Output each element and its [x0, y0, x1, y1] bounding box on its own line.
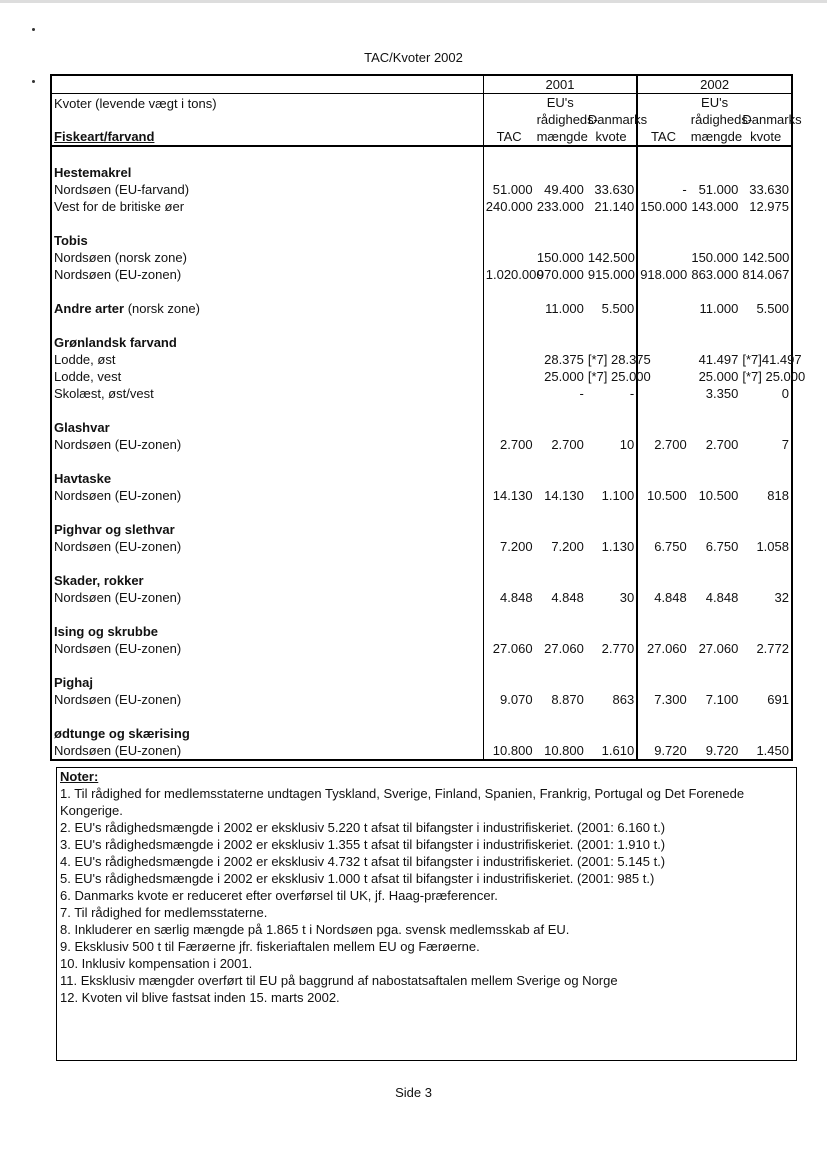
species-name [51, 623, 483, 640]
value-cell: 14.130 [492, 488, 533, 503]
scan-speck [32, 28, 35, 31]
notes-title: Noter: [60, 769, 99, 784]
value-cell [637, 300, 689, 317]
species-title: Andre arter [54, 301, 125, 316]
value-cell: 51.000 [698, 182, 739, 197]
spacer-row [51, 215, 792, 232]
value-cell [483, 351, 534, 368]
value-cell: 150.000 [691, 250, 739, 265]
species-title: Skader, rokker [54, 573, 144, 588]
value-cell: 4.848 [654, 590, 687, 605]
area-label: Nordsøen (EU-zonen) [51, 436, 483, 453]
value-cell: 240.000 [485, 199, 533, 214]
value-cell: 21.140 [586, 198, 637, 215]
table-row [51, 368, 792, 385]
spacer-row [51, 402, 792, 419]
value-cell: 7.300 [654, 692, 687, 707]
value-cell: 0 [781, 386, 789, 401]
value-cell: - [682, 182, 687, 197]
header-sublabel: Fiskeart/farvand [54, 129, 155, 144]
value-cell: 33.630 [749, 182, 789, 197]
note-item: 10. Inklusiv kompensation i 2001. [60, 956, 253, 971]
value-cell: 27.060 [647, 641, 687, 656]
area-label: Nordsøen (EU-zonen) [51, 691, 483, 708]
note-item: 3. EU's rådighedsmængde i 2002 er eksklusiv 1.355 t afsat til bifangster i industrifiskeriet. (2001: 1.910 t.) [60, 837, 666, 852]
value-cell: 233.000 [536, 199, 584, 214]
value-cell: - [586, 385, 637, 402]
value-cell: 2.700 [654, 437, 687, 452]
column-header-row [51, 94, 792, 147]
value-cell [637, 385, 689, 402]
species-name [51, 334, 483, 351]
col-dk-2001 [586, 94, 648, 147]
species-name [51, 300, 483, 317]
species-group-row [51, 572, 792, 589]
col-eu-label-1: EU's [701, 95, 729, 110]
col-eu-2001 [535, 94, 598, 147]
value-cell: 7.100 [705, 692, 739, 707]
note-item: 6. Danmarks kvote er reduceret efter overførsel til UK, jf. Haag-præferencer. [60, 888, 498, 903]
col-dk-label-1: Danmarks [587, 112, 648, 127]
table-row [51, 266, 792, 283]
value-cell: 9.720 [705, 743, 739, 758]
value-cell: 7 [781, 437, 789, 452]
spacer-row [51, 555, 792, 572]
value-cell: 918.000 [640, 267, 688, 282]
species-title: Ising og skrubbe [54, 624, 159, 639]
area-label: Nordsøen (EU-farvand) [51, 181, 483, 198]
col-tac-label: TAC [496, 129, 522, 144]
value-cell: 142.500 [586, 249, 637, 266]
value-cell: 4.848 [705, 590, 739, 605]
area-label: Nordsøen (EU-zonen) [51, 487, 483, 504]
value-cell: 51.000 [492, 182, 533, 197]
col-tac-2001 [483, 94, 534, 147]
value-cell: 9.070 [500, 692, 533, 707]
value-cell: [*7]41.497 [742, 352, 802, 367]
value-cell: 9.720 [654, 743, 687, 758]
value-cell: 25.000 [698, 369, 739, 384]
value-cell: 5.500 [586, 300, 637, 317]
col-tac-label: TAC [650, 129, 676, 144]
species-title: Hestemakrel [54, 165, 132, 180]
area-label: Nordsøen (EU-zonen) [51, 589, 483, 606]
value-cell: 863 [586, 691, 637, 708]
table-row [51, 181, 792, 198]
species-group-row [51, 623, 792, 640]
table-row [51, 351, 792, 368]
table-row [51, 742, 792, 760]
notes-box [56, 767, 797, 1061]
value-cell: 915.000 [586, 266, 637, 283]
spacer-row [51, 606, 792, 623]
value-cell: 11.000 [545, 301, 584, 316]
col-eu-label-1: EU's [546, 95, 574, 110]
area-label: Lodde, vest [51, 368, 483, 385]
col-eu-label-2: rådigheds- [690, 112, 753, 127]
note-item: 8. Inkluderer en særlig mængde på 1.865 t i Nordsøen pga. svensk medlemsskab af EU. [60, 922, 570, 937]
value-cell: 1.130 [586, 538, 637, 555]
species-name [51, 164, 483, 181]
value-cell: 691 [767, 692, 789, 707]
value-cell: 1.450 [756, 743, 789, 758]
species-title: Tobis [54, 233, 88, 248]
value-cell: 11.000 [699, 301, 739, 316]
species-title: Grønlandsk farvand [54, 335, 177, 350]
value-cell: 8.870 [551, 692, 584, 707]
value-cell: 1.058 [756, 539, 789, 554]
value-cell: 3.350 [705, 386, 739, 401]
value-cell: 10.500 [698, 488, 739, 503]
area-label: Lodde, øst [51, 351, 483, 368]
spacer-row [51, 657, 792, 674]
value-cell: - [579, 386, 584, 401]
table-row [51, 436, 792, 453]
species-group-row [51, 232, 792, 249]
value-cell: 2.700 [500, 437, 533, 452]
scan-edge [0, 0, 827, 3]
year-header-blank [51, 75, 483, 94]
table-row [51, 538, 792, 555]
value-cell: 25.000 [544, 369, 584, 384]
value-cell: 2.770 [586, 640, 637, 657]
value-cell: [*7] 28.375 [587, 352, 651, 367]
spacer-row [51, 317, 792, 334]
value-cell: 150.000 [640, 199, 688, 214]
page-title: TAC/Kvoter 2002 [364, 50, 463, 65]
year-2002: 2002 [637, 75, 792, 94]
species-name [51, 521, 483, 538]
value-cell: 2.772 [756, 641, 789, 656]
note-item: 5. EU's rådighedsmængde i 2002 er eksklusiv 1.000 t afsat til bifangster i industrifiskeriet. (2001: 985 t.) [60, 871, 655, 886]
species-group-row [51, 164, 792, 181]
value-cell: 863.000 [691, 267, 739, 282]
value-cell: 27.060 [492, 641, 533, 656]
value-cell: 41.497 [698, 352, 739, 367]
value-cell [483, 249, 534, 266]
quota-table [50, 74, 806, 761]
value-cell: 143.000 [691, 199, 739, 214]
col-eu-label-2: rådigheds- [536, 112, 598, 127]
note-item: 9. Eksklusiv 500 t til Færøerne jfr. fiskeriaftalen mellem EU og Færøerne. [60, 939, 480, 954]
note-item: 7. Til rådighed for medlemsstaterne. [60, 905, 268, 920]
value-cell: 7.200 [551, 539, 584, 554]
value-cell: 1.100 [586, 487, 637, 504]
value-cell: 1.610 [586, 742, 637, 760]
note-item: 1. Til rådighed for medlemsstaterne undtagen Tyskland, Sverige, Finland, Spanien, Frankrig, Portugal og Det Forenede Kongerige. [60, 786, 745, 818]
value-cell: 4.848 [551, 590, 584, 605]
value-cell: 32 [774, 590, 789, 605]
value-cell: 10.800 [544, 743, 584, 758]
spacer-row [51, 146, 792, 164]
species-group-row [51, 300, 792, 317]
value-cell: 12.975 [749, 199, 789, 214]
species-title: Pighvar og slethvar [54, 522, 175, 537]
value-cell: 10.800 [492, 743, 533, 758]
species-title-extra: (norsk zone) [124, 301, 200, 316]
value-cell: [*7] 25.000 [742, 369, 806, 384]
value-cell [483, 300, 534, 317]
species-group-row [51, 334, 792, 351]
area-label: Nordsøen (norsk zone) [51, 249, 483, 266]
value-cell: 33.630 [586, 181, 637, 198]
value-cell: 6.750 [654, 539, 687, 554]
species-title: Havtaske [54, 471, 112, 486]
note-item: 4. EU's rådighedsmængde i 2002 er eksklusiv 4.732 t afsat til bifangster i industrifiskeriet. (2001: 5.145 t.) [60, 854, 666, 869]
species-title: Glashvar [54, 420, 110, 435]
column-header-species [51, 94, 483, 147]
value-cell: 10.500 [647, 488, 687, 503]
col-dk-label-1: Danmarks [742, 112, 802, 127]
value-cell: 2.700 [551, 437, 584, 452]
table-row [51, 198, 792, 215]
species-group-row [51, 725, 792, 742]
area-label: Nordsøen (EU-zonen) [51, 742, 483, 760]
notes-list [57, 785, 796, 1006]
species-name [51, 674, 483, 691]
species-group-row [51, 674, 792, 691]
scan-speck [32, 80, 35, 83]
col-eu-label-3: mængde [690, 129, 743, 144]
value-cell: 142.500 [742, 250, 790, 265]
value-cell: 14.130 [544, 488, 584, 503]
area-label: Skolæst, øst/vest [51, 385, 483, 402]
area-label: Vest for de britiske øer [51, 198, 483, 215]
value-cell [483, 368, 534, 385]
note-item: 12. Kvoten vil blive fastsat inden 15. marts 2002. [60, 990, 340, 1005]
area-label: Nordsøen (EU-zonen) [51, 640, 483, 657]
col-eu-label-3: mængde [536, 129, 588, 144]
value-cell: 7.200 [500, 539, 533, 554]
value-cell [637, 249, 689, 266]
year-2001: 2001 [483, 75, 637, 94]
value-cell: 818 [767, 488, 789, 503]
value-cell: 10 [586, 436, 637, 453]
value-cell: [*7] 25.000 [587, 369, 651, 384]
table-row [51, 487, 792, 504]
value-cell: 1.020.000 [485, 267, 544, 282]
header-label: Kvoter (levende vægt i tons) [54, 96, 217, 111]
note-item: 2. EU's rådighedsmængde i 2002 er eksklusiv 5.220 t afsat til bifangster i industrifiskeriet. (2001: 6.160 t.) [60, 820, 666, 835]
spacer-row [51, 504, 792, 521]
value-cell: 6.750 [705, 539, 739, 554]
value-cell: 28.375 [544, 352, 584, 367]
value-cell [483, 385, 534, 402]
table-row [51, 691, 792, 708]
value-cell: 4.848 [500, 590, 533, 605]
value-cell: 30 [586, 589, 637, 606]
value-cell: 27.060 [698, 641, 739, 656]
area-label: Nordsøen (EU-zonen) [51, 538, 483, 555]
species-name [51, 725, 483, 742]
species-title: Pighaj [54, 675, 94, 690]
year-header-row [51, 75, 792, 94]
species-name [51, 419, 483, 436]
species-name [51, 572, 483, 589]
spacer-row [51, 453, 792, 470]
species-name [51, 232, 483, 249]
species-title: ødtunge og skærising [54, 726, 190, 741]
value-cell: 49.400 [544, 182, 584, 197]
col-dk-label-2: kvote [595, 129, 627, 144]
value-cell: 150.000 [536, 250, 584, 265]
value-cell: 2.700 [705, 437, 739, 452]
col-dk-2002 [740, 94, 802, 147]
area-label: Nordsøen (EU-zonen) [51, 266, 483, 283]
spacer-row [51, 283, 792, 300]
spacer-row [51, 708, 792, 725]
value-cell: 970.000 [536, 267, 584, 282]
note-item: 11. Eksklusiv mængder overført til EU på baggrund af nabostatsaftalen mellem Sverige og Norge [60, 973, 618, 988]
species-group-row [51, 470, 792, 487]
species-group-row [51, 521, 792, 538]
value-cell: 814.067 [742, 267, 790, 282]
species-name [51, 470, 483, 487]
species-group-row [51, 419, 792, 436]
table-row [51, 589, 792, 606]
table-row [51, 249, 792, 266]
value-cell: 27.060 [544, 641, 584, 656]
value-cell: 5.500 [756, 301, 789, 316]
table-row [51, 385, 792, 402]
col-dk-label-2: kvote [750, 129, 782, 144]
col-eu-2002 [689, 94, 753, 147]
page-footer: Side 3 [395, 1085, 432, 1100]
table-row [51, 640, 792, 657]
